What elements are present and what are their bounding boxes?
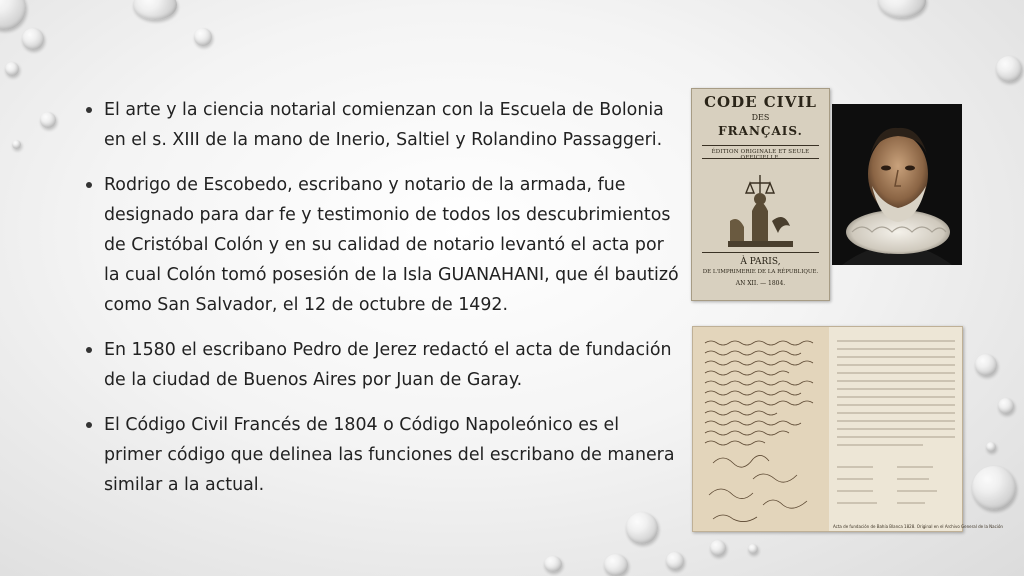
- bullet-text: Rodrigo de Escobedo, escribano y notario de la armada, fue designado para dar fe y testimonio de todos los descubrimientos de Cristóbal Colón y en su calidad de notario levantó el acta por la cual Colón tomó posesión de la Isla GUANAHANI, que él bautizó como San Salvador, el 12 de octubre de 1492.: [104, 175, 679, 315]
- water-drop-decoration: [12, 140, 21, 149]
- cover-printer: DE L'IMPRIMERIE DE LA RÉPUBLIQUE.: [702, 269, 819, 275]
- bullet-dot-icon: [86, 422, 92, 428]
- water-drop-decoration: [996, 56, 1022, 82]
- water-drop-decoration: [878, 0, 926, 18]
- cover-year: AN XII. — 1804.: [735, 280, 786, 287]
- bullet-list: [80, 95, 680, 515]
- cover-title-2: FRANÇAIS.: [718, 124, 803, 138]
- bullet-text: El Código Civil Francés de 1804 o Código Napoleónico es el primer código que delinea las funciones del escribano de manera similar a la actual.: [104, 415, 675, 495]
- water-drop-decoration: [40, 112, 56, 128]
- bullet-dot-icon: [86, 182, 92, 188]
- water-drop-decoration: [975, 354, 997, 376]
- water-drop-decoration: [544, 556, 562, 572]
- bullet-text: El arte y la ciencia notarial comienzan con la Escuela de Bolonia en el s. XIII de la mano de Inerio, Saltiel y Rolandino Passaggeri.: [104, 100, 664, 150]
- cover-edition: ÉDITION ORIGINALE ET SEULE: [711, 149, 810, 155]
- water-drop-decoration: [22, 28, 44, 50]
- water-drop-decoration: [133, 0, 177, 20]
- water-drop-decoration: [626, 512, 658, 544]
- acta-caption: Acta de fundación de Bahía Blanca 1828. Original en el Archivo General de la Nación: [833, 524, 1003, 529]
- water-drop-decoration: [972, 466, 1016, 510]
- water-drop-decoration: [604, 554, 628, 576]
- bullet-item: [80, 410, 680, 500]
- acta-document-image: [692, 326, 1003, 532]
- cover-subtitle: DES: [751, 113, 770, 122]
- water-drop-decoration: [666, 552, 684, 570]
- cover-rule: [702, 252, 819, 253]
- water-drop-decoration: [5, 62, 19, 76]
- cover-rule: [702, 158, 819, 159]
- bullet-item: [80, 170, 680, 320]
- bullet-text: En 1580 el escribano Pedro de Jerez redactó el acta de fundación de la ciudad de Buenos Aires por Juan de Garay.: [104, 340, 672, 390]
- bullet-dot-icon: [86, 107, 92, 113]
- cover-city: À PARIS,: [740, 257, 781, 267]
- engraving-vignette-icon: [722, 171, 799, 251]
- bullet-dot-icon: [86, 347, 92, 353]
- water-drop-decoration: [710, 540, 726, 556]
- cover-rule: [702, 145, 819, 146]
- water-drop-decoration: [986, 442, 996, 452]
- bullet-item: [80, 95, 680, 155]
- water-drop-decoration: [194, 28, 212, 46]
- water-drop-decoration: [998, 398, 1014, 414]
- portrait-image: [832, 104, 962, 265]
- handwritten-manuscript-icon: [693, 327, 1003, 531]
- cover-title: CODE CIVIL: [704, 93, 817, 111]
- portrait-figure-icon: [832, 104, 962, 265]
- water-drop-decoration: [748, 544, 758, 554]
- water-drop-decoration: [0, 0, 26, 30]
- bullet-item: [80, 335, 680, 395]
- code-civil-cover-image: [691, 88, 830, 301]
